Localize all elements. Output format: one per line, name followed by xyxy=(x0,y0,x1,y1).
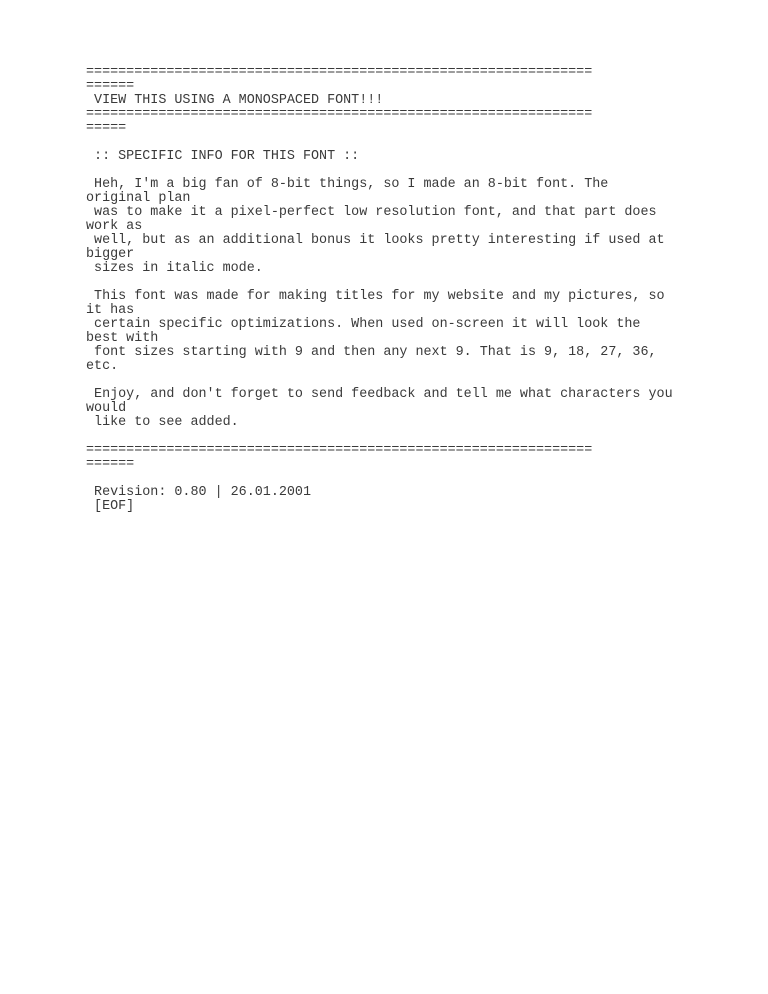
paragraph-1 xyxy=(86,178,686,276)
revision-line: Revision: 0.80 | 26.01.2001 xyxy=(86,485,311,500)
section-title: :: SPECIFIC INFO FOR THIS FONT :: xyxy=(86,149,360,164)
blank-line xyxy=(86,472,686,486)
text-line: original plan xyxy=(86,191,191,206)
document-page xyxy=(86,66,686,514)
text-line: like to see added. xyxy=(86,415,239,430)
blank-line xyxy=(86,276,686,290)
text-line: This font was made for making titles for my website and my pictures, so xyxy=(86,289,665,304)
text-line: best with xyxy=(86,331,159,346)
blank-line xyxy=(86,136,686,150)
text-line: certain specific optimizations. When used on-screen it will look the xyxy=(86,317,641,332)
rule-mid: =============================================================== xyxy=(86,107,593,122)
text-line: sizes in italic mode. xyxy=(86,261,263,276)
rule-top-tail: ====== xyxy=(86,79,135,94)
heading: VIEW THIS USING A MONOSPACED FONT!!! xyxy=(86,93,384,108)
blank-line xyxy=(86,164,686,178)
text-line: bigger xyxy=(86,247,135,262)
text-line: font sizes starting with 9 and then any next 9. That is 9, 18, 27, 36, xyxy=(86,345,657,360)
text-line: it has xyxy=(86,303,135,318)
rule-bottom: =============================================================== xyxy=(86,443,593,458)
rule-mid-tail: ===== xyxy=(86,121,127,136)
text-line: well, but as an additional bonus it looks pretty interesting if used at xyxy=(86,233,665,248)
paragraph-2 xyxy=(86,290,686,374)
text-line: Heh, I'm a big fan of 8-bit things, so I made an 8-bit font. The xyxy=(86,177,609,192)
text-line: Enjoy, and don't forget to send feedback and tell me what characters you xyxy=(86,387,673,402)
blank-line xyxy=(86,374,686,388)
rule-top: =============================================================== xyxy=(86,65,593,80)
text-line: work as xyxy=(86,219,143,234)
text-line: etc. xyxy=(86,359,119,374)
text-line: would xyxy=(86,401,127,416)
text-line: was to make it a pixel-perfect low resolution font, and that part does xyxy=(86,205,657,220)
paragraph-3 xyxy=(86,388,686,430)
rule-bottom-tail: ====== xyxy=(86,457,135,472)
eof-marker: [EOF] xyxy=(86,499,135,514)
blank-line xyxy=(86,430,686,444)
